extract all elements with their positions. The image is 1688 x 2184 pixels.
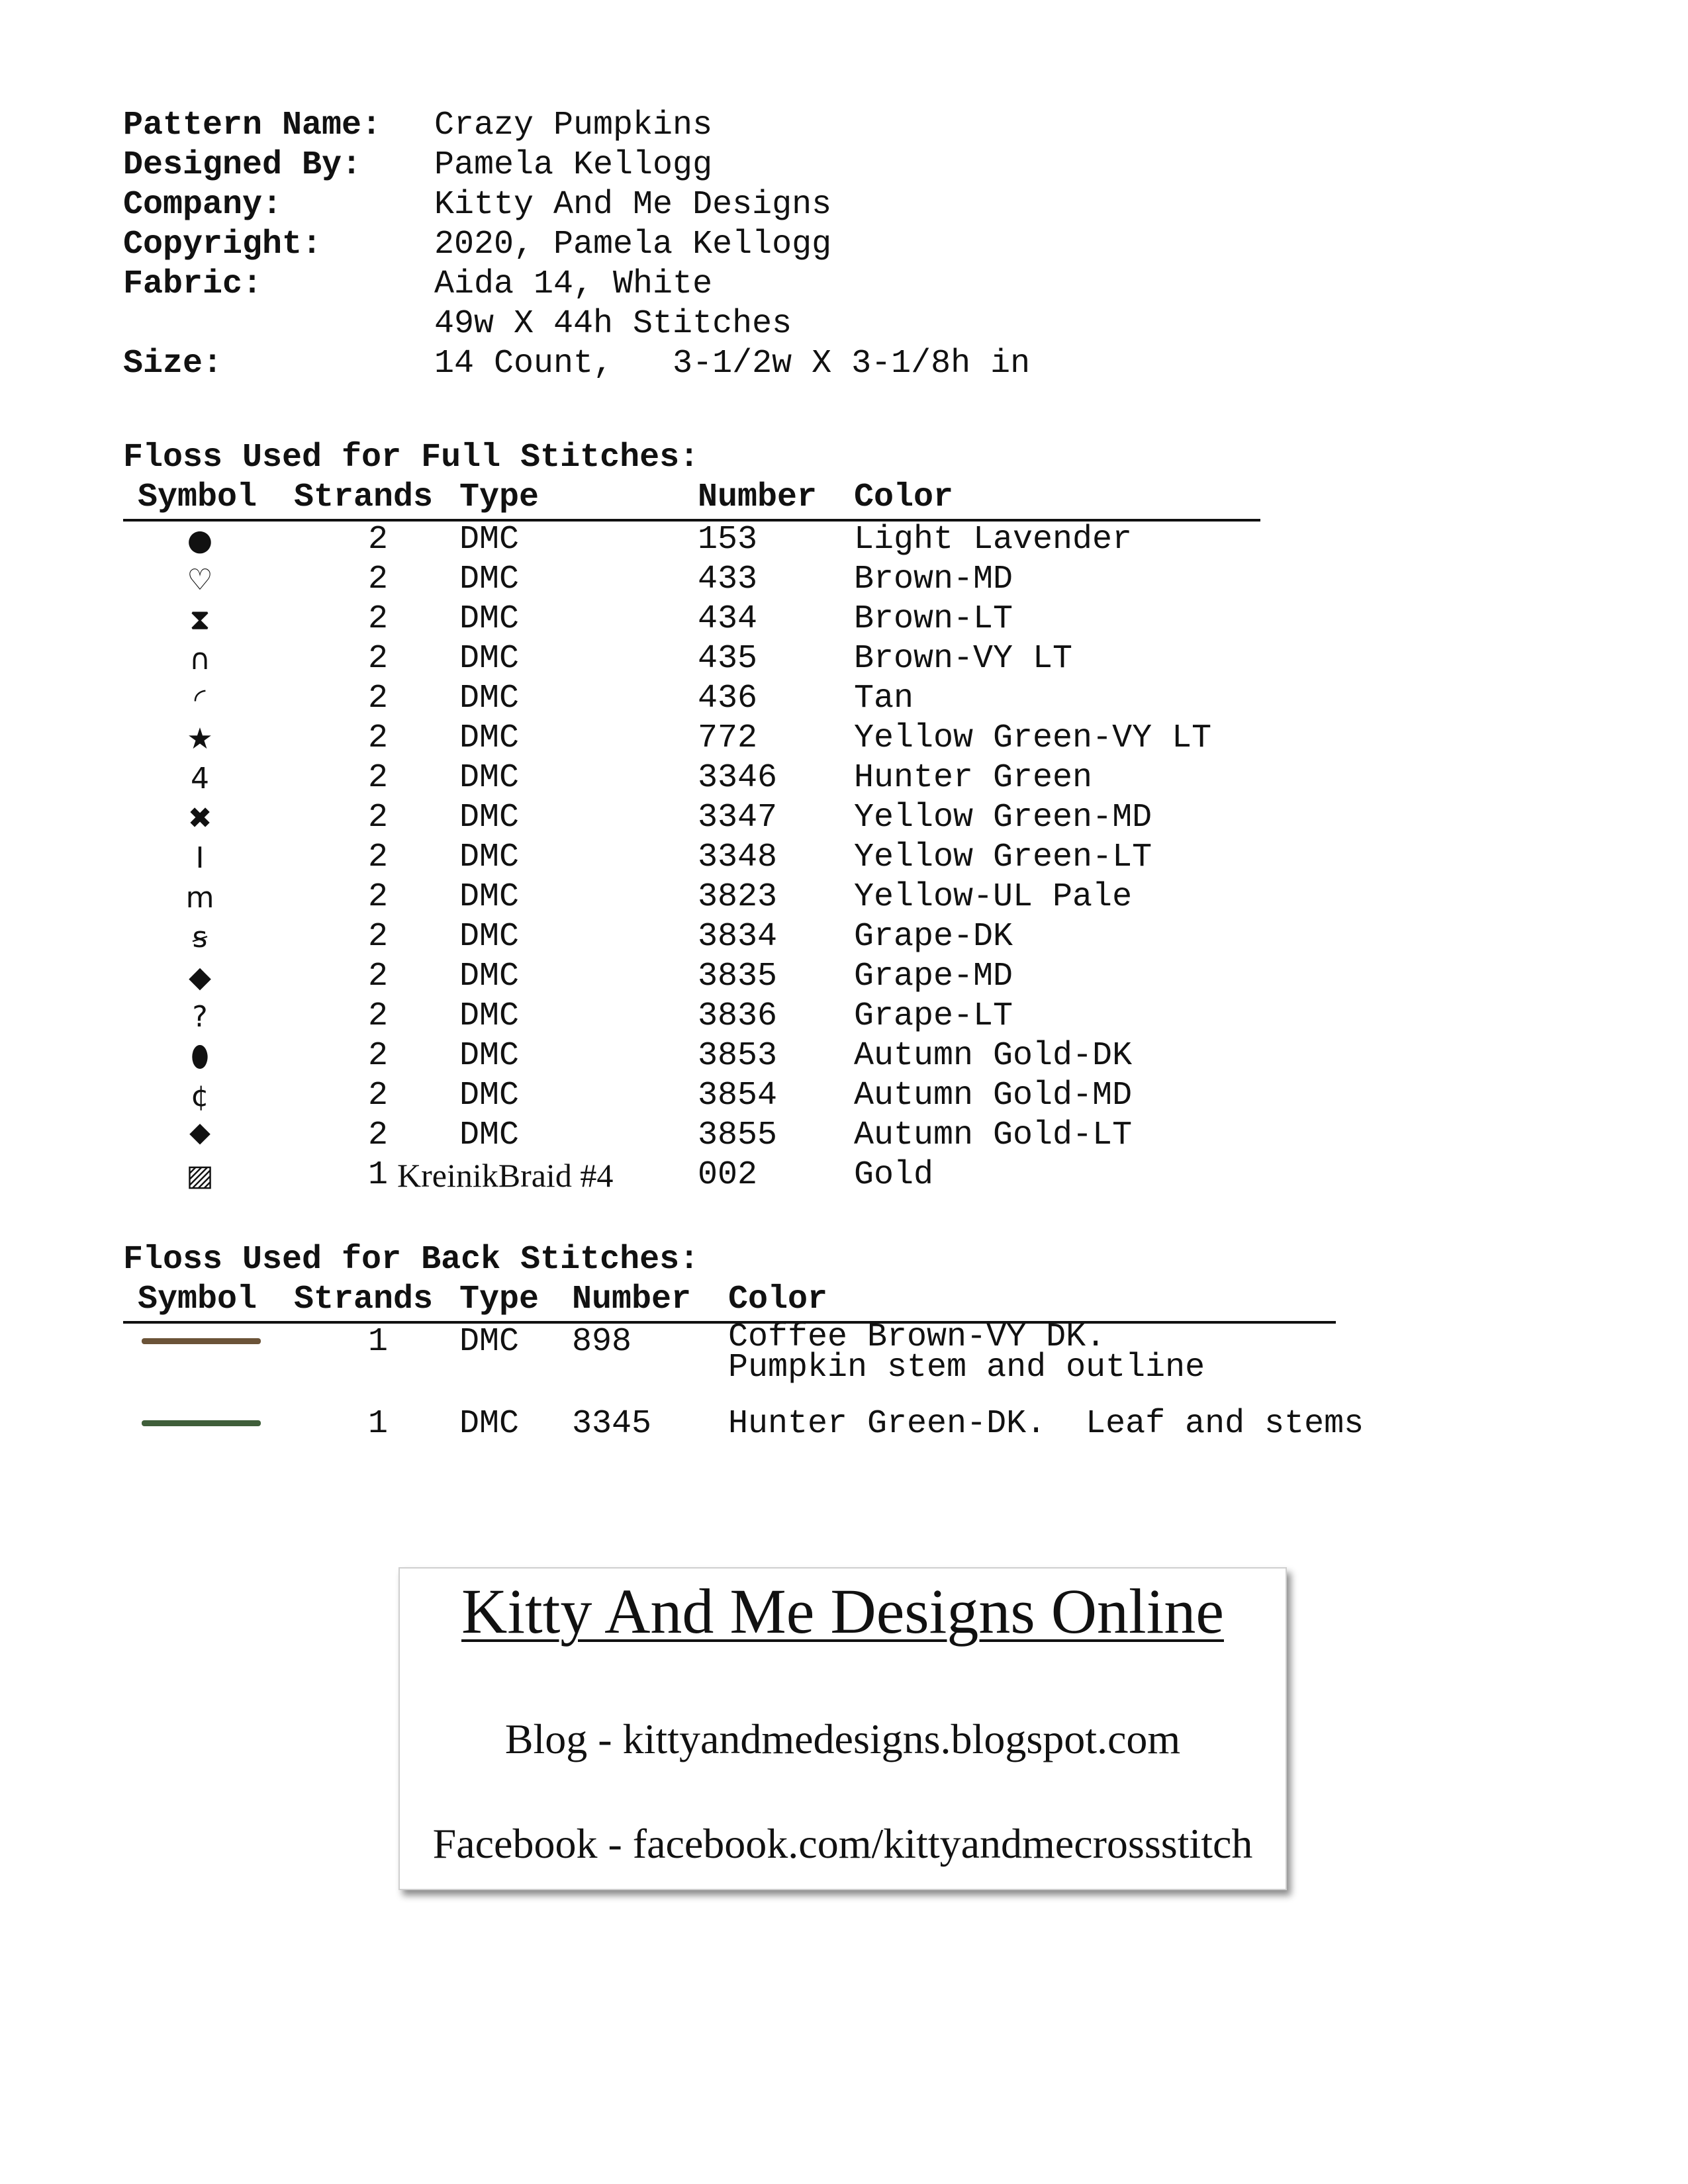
s-hook-icon: ꞩ xyxy=(192,920,208,954)
full-stitch-number: 3853 xyxy=(698,1037,778,1075)
arch-icon: ∩ xyxy=(189,642,211,676)
full-stitch-number: 772 xyxy=(698,719,758,757)
quarter-arc-icon: ◜ xyxy=(194,682,206,716)
designed-by-value: Pamela Kellogg xyxy=(434,146,713,184)
company-value: Kitty And Me Designs xyxy=(434,186,832,224)
full-stitch-strands: 2 xyxy=(368,759,389,797)
footer-title: Kitty And Me Designs Online xyxy=(461,1576,1224,1647)
full-stitch-color: Light Lavender xyxy=(854,521,1133,559)
full-stitch-row xyxy=(0,520,1688,560)
full-stitch-number: 153 xyxy=(698,521,758,559)
full-stitch-strands: 2 xyxy=(368,719,389,757)
full-stitch-color: Yellow-UL Pale xyxy=(854,878,1133,916)
full-stitch-color: Yellow Green-VY LT xyxy=(854,719,1212,757)
company-label: Company: xyxy=(123,186,283,224)
back-row-1-type: DMC xyxy=(459,1323,520,1361)
full-stitch-color: Grape-DK xyxy=(854,918,1013,956)
back-row-2-strands: 1 xyxy=(368,1405,389,1443)
full-stitch-row xyxy=(0,997,1688,1036)
full-stitch-strands: 2 xyxy=(368,1077,389,1115)
full-stitch-type: DMC xyxy=(459,839,520,876)
full-stitch-color: Hunter Green xyxy=(854,759,1093,797)
full-stitch-number: 3836 xyxy=(698,997,778,1035)
full-stitch-color: Brown-VY LT xyxy=(854,640,1073,678)
full-header-strands: Strands xyxy=(294,478,434,516)
full-stitch-strands: 2 xyxy=(368,1037,389,1075)
full-stitch-color: Brown-MD xyxy=(854,561,1013,598)
full-stitch-strands: 2 xyxy=(368,561,389,598)
four-icon: 4 xyxy=(191,761,209,796)
hourglass-icon: ⧗ xyxy=(189,602,211,637)
size-value: 14 Count, 3-1/2w X 3-1/8h in xyxy=(434,345,1031,383)
full-header-color: Color xyxy=(854,478,954,516)
diamond-icon: ◆ xyxy=(189,960,211,994)
full-header-symbol: Symbol xyxy=(138,478,258,516)
full-stitch-row xyxy=(0,878,1688,917)
full-stitch-strands: 2 xyxy=(368,997,389,1035)
full-stitch-row xyxy=(0,1036,1688,1076)
full-stitch-strands: 2 xyxy=(368,839,389,876)
full-stitch-number: 3835 xyxy=(698,958,778,995)
full-stitch-strands: 2 xyxy=(368,680,389,717)
green-backstitch-line xyxy=(142,1420,261,1426)
full-stitch-strands: 2 xyxy=(368,878,389,916)
full-stitch-row xyxy=(0,1076,1688,1116)
full-stitch-row xyxy=(0,679,1688,719)
full-stitch-type: DMC xyxy=(459,918,520,956)
full-stitch-strands: 2 xyxy=(368,600,389,638)
full-stitch-row xyxy=(0,639,1688,679)
hatched-square-icon: ▨ xyxy=(186,1158,214,1193)
full-stitch-type: DMC xyxy=(459,561,520,598)
full-stitch-number: 3348 xyxy=(698,839,778,876)
question-mark-icon: ? xyxy=(192,999,208,1034)
full-stitch-number: 435 xyxy=(698,640,758,678)
size-label: Size: xyxy=(123,345,223,383)
back-header-number: Number xyxy=(572,1281,692,1318)
full-stitch-row xyxy=(0,600,1688,639)
back-row-1-strands: 1 xyxy=(368,1323,389,1361)
full-stitch-strands: 2 xyxy=(368,640,389,678)
triple-triangle-icon: ⯁ xyxy=(188,1118,212,1153)
full-stitch-type: DMC xyxy=(459,600,520,638)
full-stitch-strands: 2 xyxy=(368,1116,389,1154)
full-stitch-color: Grape-LT xyxy=(854,997,1013,1035)
full-stitch-color: Autumn Gold-MD xyxy=(854,1077,1133,1115)
back-row-2-number: 3345 xyxy=(572,1405,652,1443)
online-links-box xyxy=(399,1567,1287,1890)
full-stitches-title: Floss Used for Full Stitches: xyxy=(123,439,700,477)
full-stitch-strands: 2 xyxy=(368,521,389,559)
full-stitch-color: Grape-MD xyxy=(854,958,1013,995)
full-stitch-type: DMC xyxy=(459,719,520,757)
back-row-2-type: DMC xyxy=(459,1405,520,1443)
heavy-x-icon: ✖ xyxy=(187,801,212,835)
full-stitch-number: 433 xyxy=(698,561,758,598)
full-stitch-row xyxy=(0,719,1688,758)
full-stitch-strands: 1 xyxy=(368,1156,389,1194)
back-header-type: Type xyxy=(459,1281,539,1318)
full-stitch-color: Yellow Green-MD xyxy=(854,799,1152,837)
full-stitch-type: DMC xyxy=(459,878,520,916)
full-stitch-type: DMC xyxy=(459,799,520,837)
full-stitch-type: DMC xyxy=(459,640,520,678)
full-stitch-type: DMC xyxy=(459,1077,520,1115)
designed-by-label: Designed By: xyxy=(123,146,362,184)
copyright-label: Copyright: xyxy=(123,226,322,263)
full-stitch-row xyxy=(0,838,1688,878)
full-stitch-color: Autumn Gold-DK xyxy=(854,1037,1133,1075)
back-row-2-color: Hunter Green-DK. Leaf and stems xyxy=(728,1405,1364,1443)
back-stitches-title: Floss Used for Back Stitches: xyxy=(123,1241,700,1279)
full-stitch-color: Brown-LT xyxy=(854,600,1013,638)
full-stitch-strands: 2 xyxy=(368,799,389,837)
full-stitch-type: DMC xyxy=(459,759,520,797)
brown-backstitch-line xyxy=(142,1338,261,1344)
star-icon: ★ xyxy=(187,721,213,756)
full-stitch-color: Tan xyxy=(854,680,914,717)
back-header-color: Color xyxy=(728,1281,828,1318)
facebook-link[interactable]: Facebook - facebook.com/kittyandmecrossstitch xyxy=(432,1820,1253,1867)
full-header-type: Type xyxy=(459,478,539,516)
full-stitch-color: Autumn Gold-LT xyxy=(854,1116,1133,1154)
back-header-strands: Strands xyxy=(294,1281,434,1318)
full-stitch-color: Yellow Green-LT xyxy=(854,839,1152,876)
filled-circle-icon: ● xyxy=(187,523,213,557)
stitch-count-value: 49w X 44h Stitches xyxy=(434,305,792,343)
full-stitch-row xyxy=(0,1156,1688,1195)
full-stitch-number: 3346 xyxy=(698,759,778,797)
full-stitch-row xyxy=(0,798,1688,838)
pattern-name-label: Pattern Name: xyxy=(123,107,382,144)
copyright-value: 2020, Pamela Kellogg xyxy=(434,226,832,263)
heart-outline-icon: ♡ xyxy=(187,563,213,597)
full-stitch-type: DMC xyxy=(459,521,520,559)
full-stitch-type: DMC xyxy=(459,958,520,995)
blog-link[interactable]: Blog - kittyandmedesigns.blogspot.com xyxy=(504,1715,1181,1762)
back-row-1-color: Coffee Brown-VY DK. xyxy=(728,1318,1106,1356)
full-stitch-strands: 2 xyxy=(368,918,389,956)
full-stitch-number: 3854 xyxy=(698,1077,778,1115)
fabric-value: Aida 14, White xyxy=(434,265,713,303)
full-stitch-row xyxy=(0,560,1688,600)
full-stitch-type: KreinikBraid #4 xyxy=(397,1157,614,1194)
full-stitch-row xyxy=(0,957,1688,997)
pattern-name-value: Crazy Pumpkins xyxy=(434,107,713,144)
fabric-label: Fabric: xyxy=(123,265,263,303)
pill-icon: ⬮ xyxy=(191,1039,209,1073)
full-stitch-number: 002 xyxy=(698,1156,758,1194)
full-stitch-number: 3823 xyxy=(698,878,778,916)
full-stitch-type: DMC xyxy=(459,997,520,1035)
full-stitch-type: DMC xyxy=(459,1037,520,1075)
full-stitch-color: Gold xyxy=(854,1156,934,1194)
full-stitch-row xyxy=(0,758,1688,798)
full-stitch-row xyxy=(0,917,1688,957)
full-stitch-number: 3834 xyxy=(698,918,778,956)
full-stitch-type: DMC xyxy=(459,1116,520,1154)
i-beam-icon: I xyxy=(195,841,205,875)
m-letter-icon: m xyxy=(185,880,214,915)
full-stitch-strands: 2 xyxy=(368,958,389,995)
full-stitch-number: 434 xyxy=(698,600,758,638)
full-stitch-type: DMC xyxy=(459,680,520,717)
full-stitch-number: 436 xyxy=(698,680,758,717)
full-header-number: Number xyxy=(698,478,818,516)
full-stitch-number: 3347 xyxy=(698,799,778,837)
full-stitch-number: 3855 xyxy=(698,1116,778,1154)
cent-icon: ¢ xyxy=(191,1079,209,1113)
back-row-1-note: Pumpkin stem and outline xyxy=(728,1349,1205,1387)
back-row-1-number: 898 xyxy=(572,1323,632,1361)
back-header-symbol: Symbol xyxy=(138,1281,258,1318)
full-stitch-row xyxy=(0,1116,1688,1156)
